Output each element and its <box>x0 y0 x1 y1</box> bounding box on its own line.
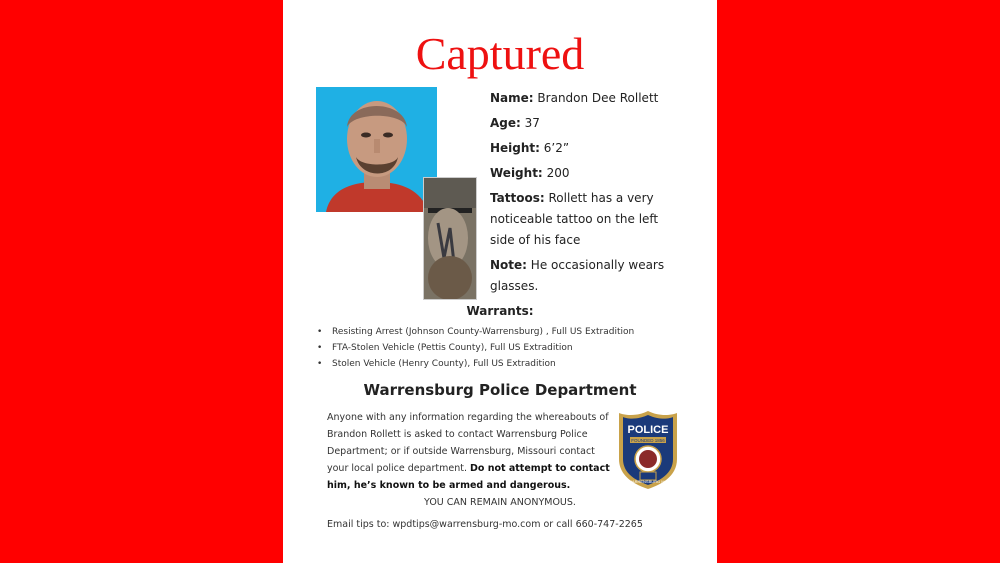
age-row <box>490 113 670 134</box>
tattoo-photo <box>423 177 477 300</box>
wanted-poster <box>283 0 717 563</box>
warrants-list <box>317 324 707 372</box>
badge-top-text: POLICE <box>627 424 669 436</box>
department-heading: Warrensburg Police Department <box>363 381 637 399</box>
tattoos-label: Tattoos: <box>490 191 545 205</box>
note-value: He occasionally wears glasses. <box>490 258 665 293</box>
height-value: 6’2” <box>543 141 570 155</box>
danger-warning: Do not attempt to contact him, he’s known to be armed and dangerous. <box>327 463 610 491</box>
contact-instructions <box>327 409 617 494</box>
age-label: Age: <box>490 116 521 130</box>
age-value: 37 <box>524 116 540 130</box>
badge-bottom-text: WARRENSBURG MO <box>628 479 668 484</box>
weight-label: Weight: <box>490 166 543 180</box>
weight-value: 200 <box>546 166 570 180</box>
weight-row <box>490 163 670 184</box>
name-value: Brandon Dee Rollett <box>537 91 659 105</box>
anonymous-note: YOU CAN REMAIN ANONYMOUS. <box>424 497 576 508</box>
name-row <box>490 88 670 109</box>
tattoos-value: Rollett has a very noticeable tattoo on the left side of his face <box>490 191 659 247</box>
note-label: Note: <box>490 258 527 272</box>
contact-text: Anyone with any information regarding the whereabouts of Brandon Rollett is asked to contact Warrensburg Police Department; or if outside Warrensburg, Missouri contact your local police department. <box>327 412 609 474</box>
warrant-item: • Stolen Vehicle (Henry County), Full US Extradition <box>317 356 707 372</box>
police-badge-logo <box>616 409 680 491</box>
height-label: Height: <box>490 141 540 155</box>
warrant-item: • Resisting Arrest (Johnson County-Warrensburg) , Full US Extradition <box>317 324 707 340</box>
note-row <box>490 255 670 297</box>
poster-title: Captured <box>415 28 585 79</box>
suspect-mugshot <box>316 87 437 212</box>
tattoos-row <box>490 188 670 251</box>
suspect-info <box>490 88 670 301</box>
badge-ribbon-text: FOUNDED 1856 <box>631 438 665 443</box>
warrants-heading: Warrants: <box>466 304 534 318</box>
warrant-item: • FTA-Stolen Vehicle (Pettis County), Full US Extradition <box>317 340 707 356</box>
height-row <box>490 138 670 159</box>
name-label: Name: <box>490 91 534 105</box>
email-tips: Email tips to: wpdtips@warrensburg-mo.com or call 660-747-2265 <box>327 519 643 530</box>
